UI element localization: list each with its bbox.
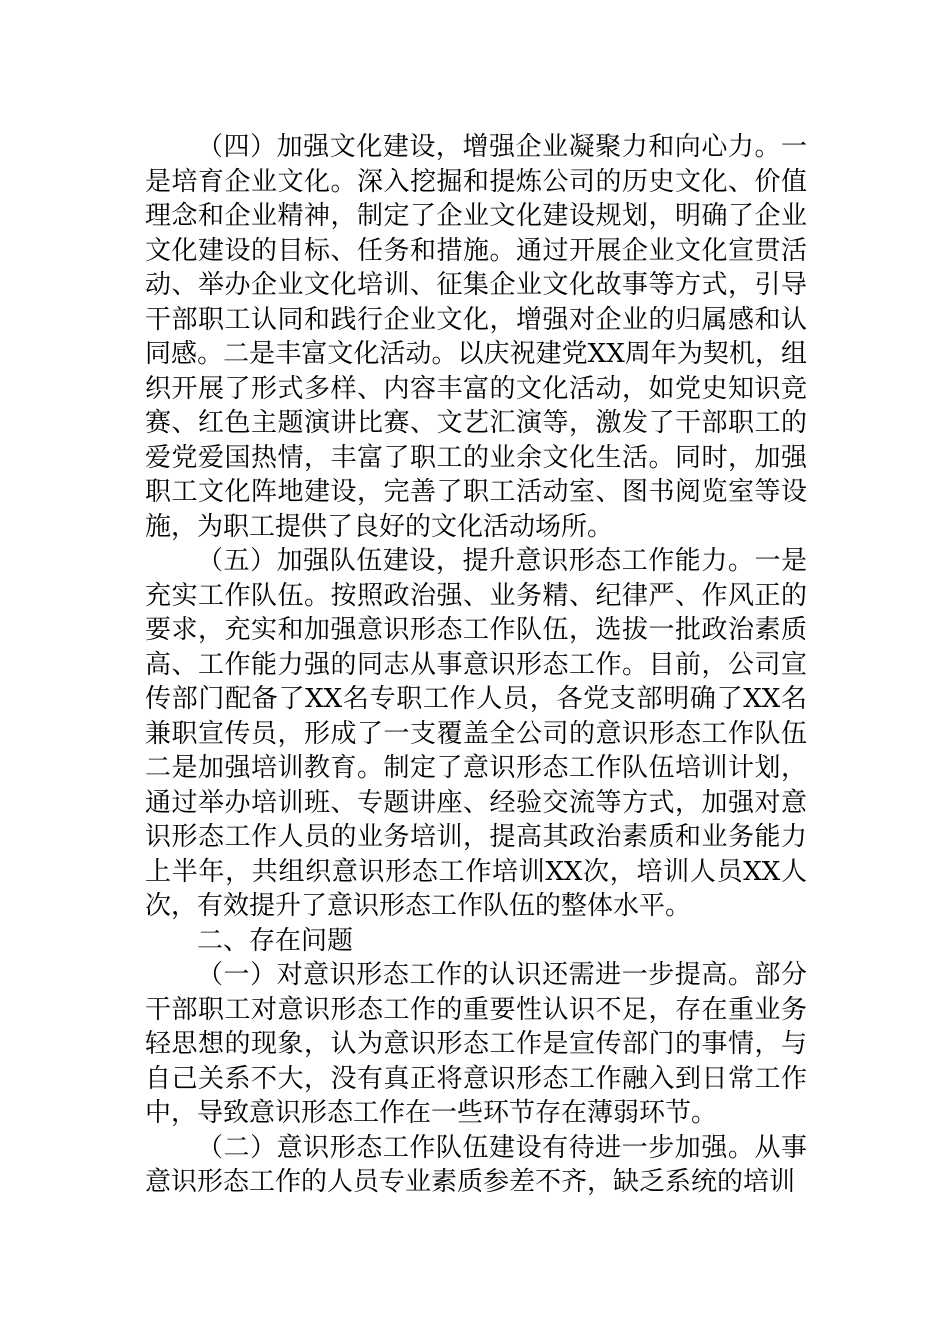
paragraph-team-building: （五）加强队伍建设，提升意识形态工作能力。一是充实工作队伍。按照政治强、业务精、纪律严、作风正的要求，充实和加强意识形态工作队伍，选拔一批政治素质高、工作能力强的同志从事意识形态工作。目前，公司宣传部门配备了XX名专职工作人员，各党支部明确了XX名兼职宣传员，形成了一支覆盖全公司的意识形态工作队伍二是加强培训教育。制定了意识形态工作队伍培训计划，通过举办培训班、专题讲座、经验交流等方式，加强对意识形态工作人员的业务培训，提高其政治素质和业务能力上半年，共组织意识形态工作培训XX次，培训人员XX人次，有效提升了意识形态工作队伍的整体水平。 xyxy=(145,546,807,921)
paragraph-culture-building: （四）加强文化建设，增强企业凝聚力和向心力。一是培育企业文化。深入挖掘和提炼公司的历史文化、价值理念和企业精神，制定了企业文化建设规划，明确了企业文化建设的目标、任务和措施。通过开展企业文化宣贯活动、举办企业文化培训、征集企业文化故事等方式，引导干部职工认同和践行企业文化，增强对企业的归属感和认同感。二是丰富文化活动。以庆祝建党XX周年为契机，组织开展了形式多样、内容丰富的文化活动，如党史知识竞赛、红色主题演讲比赛、文艺汇演等，激发了干部职工的爱党爱国热情，丰富了职工的业余文化生活。同时，加强职工文化阵地建设，完善了职工活动室、图书阅览室等设施，为职工提供了良好的文化活动场所。 xyxy=(145,132,807,542)
paragraph-problem-team: （二）意识形态工作队伍建设有待进一步加强。从事意识形态工作的人员专业素质参差不齐，缺乏系统的培训 xyxy=(145,1132,807,1197)
paragraph-problem-awareness: （一）对意识形态工作的认识还需进一步提高。部分干部职工对意识形态工作的重要性认识不足，存在重业务轻思想的现象，认为意识形态工作是宣传部门的事情，与自己关系不大，没有真正将意识形态工作融入到日常工作中，导致意识形态工作在一些环节存在薄弱环节。 xyxy=(145,960,807,1128)
section-heading-problems: 二、存在问题 xyxy=(197,925,354,956)
document-body xyxy=(145,130,807,1200)
